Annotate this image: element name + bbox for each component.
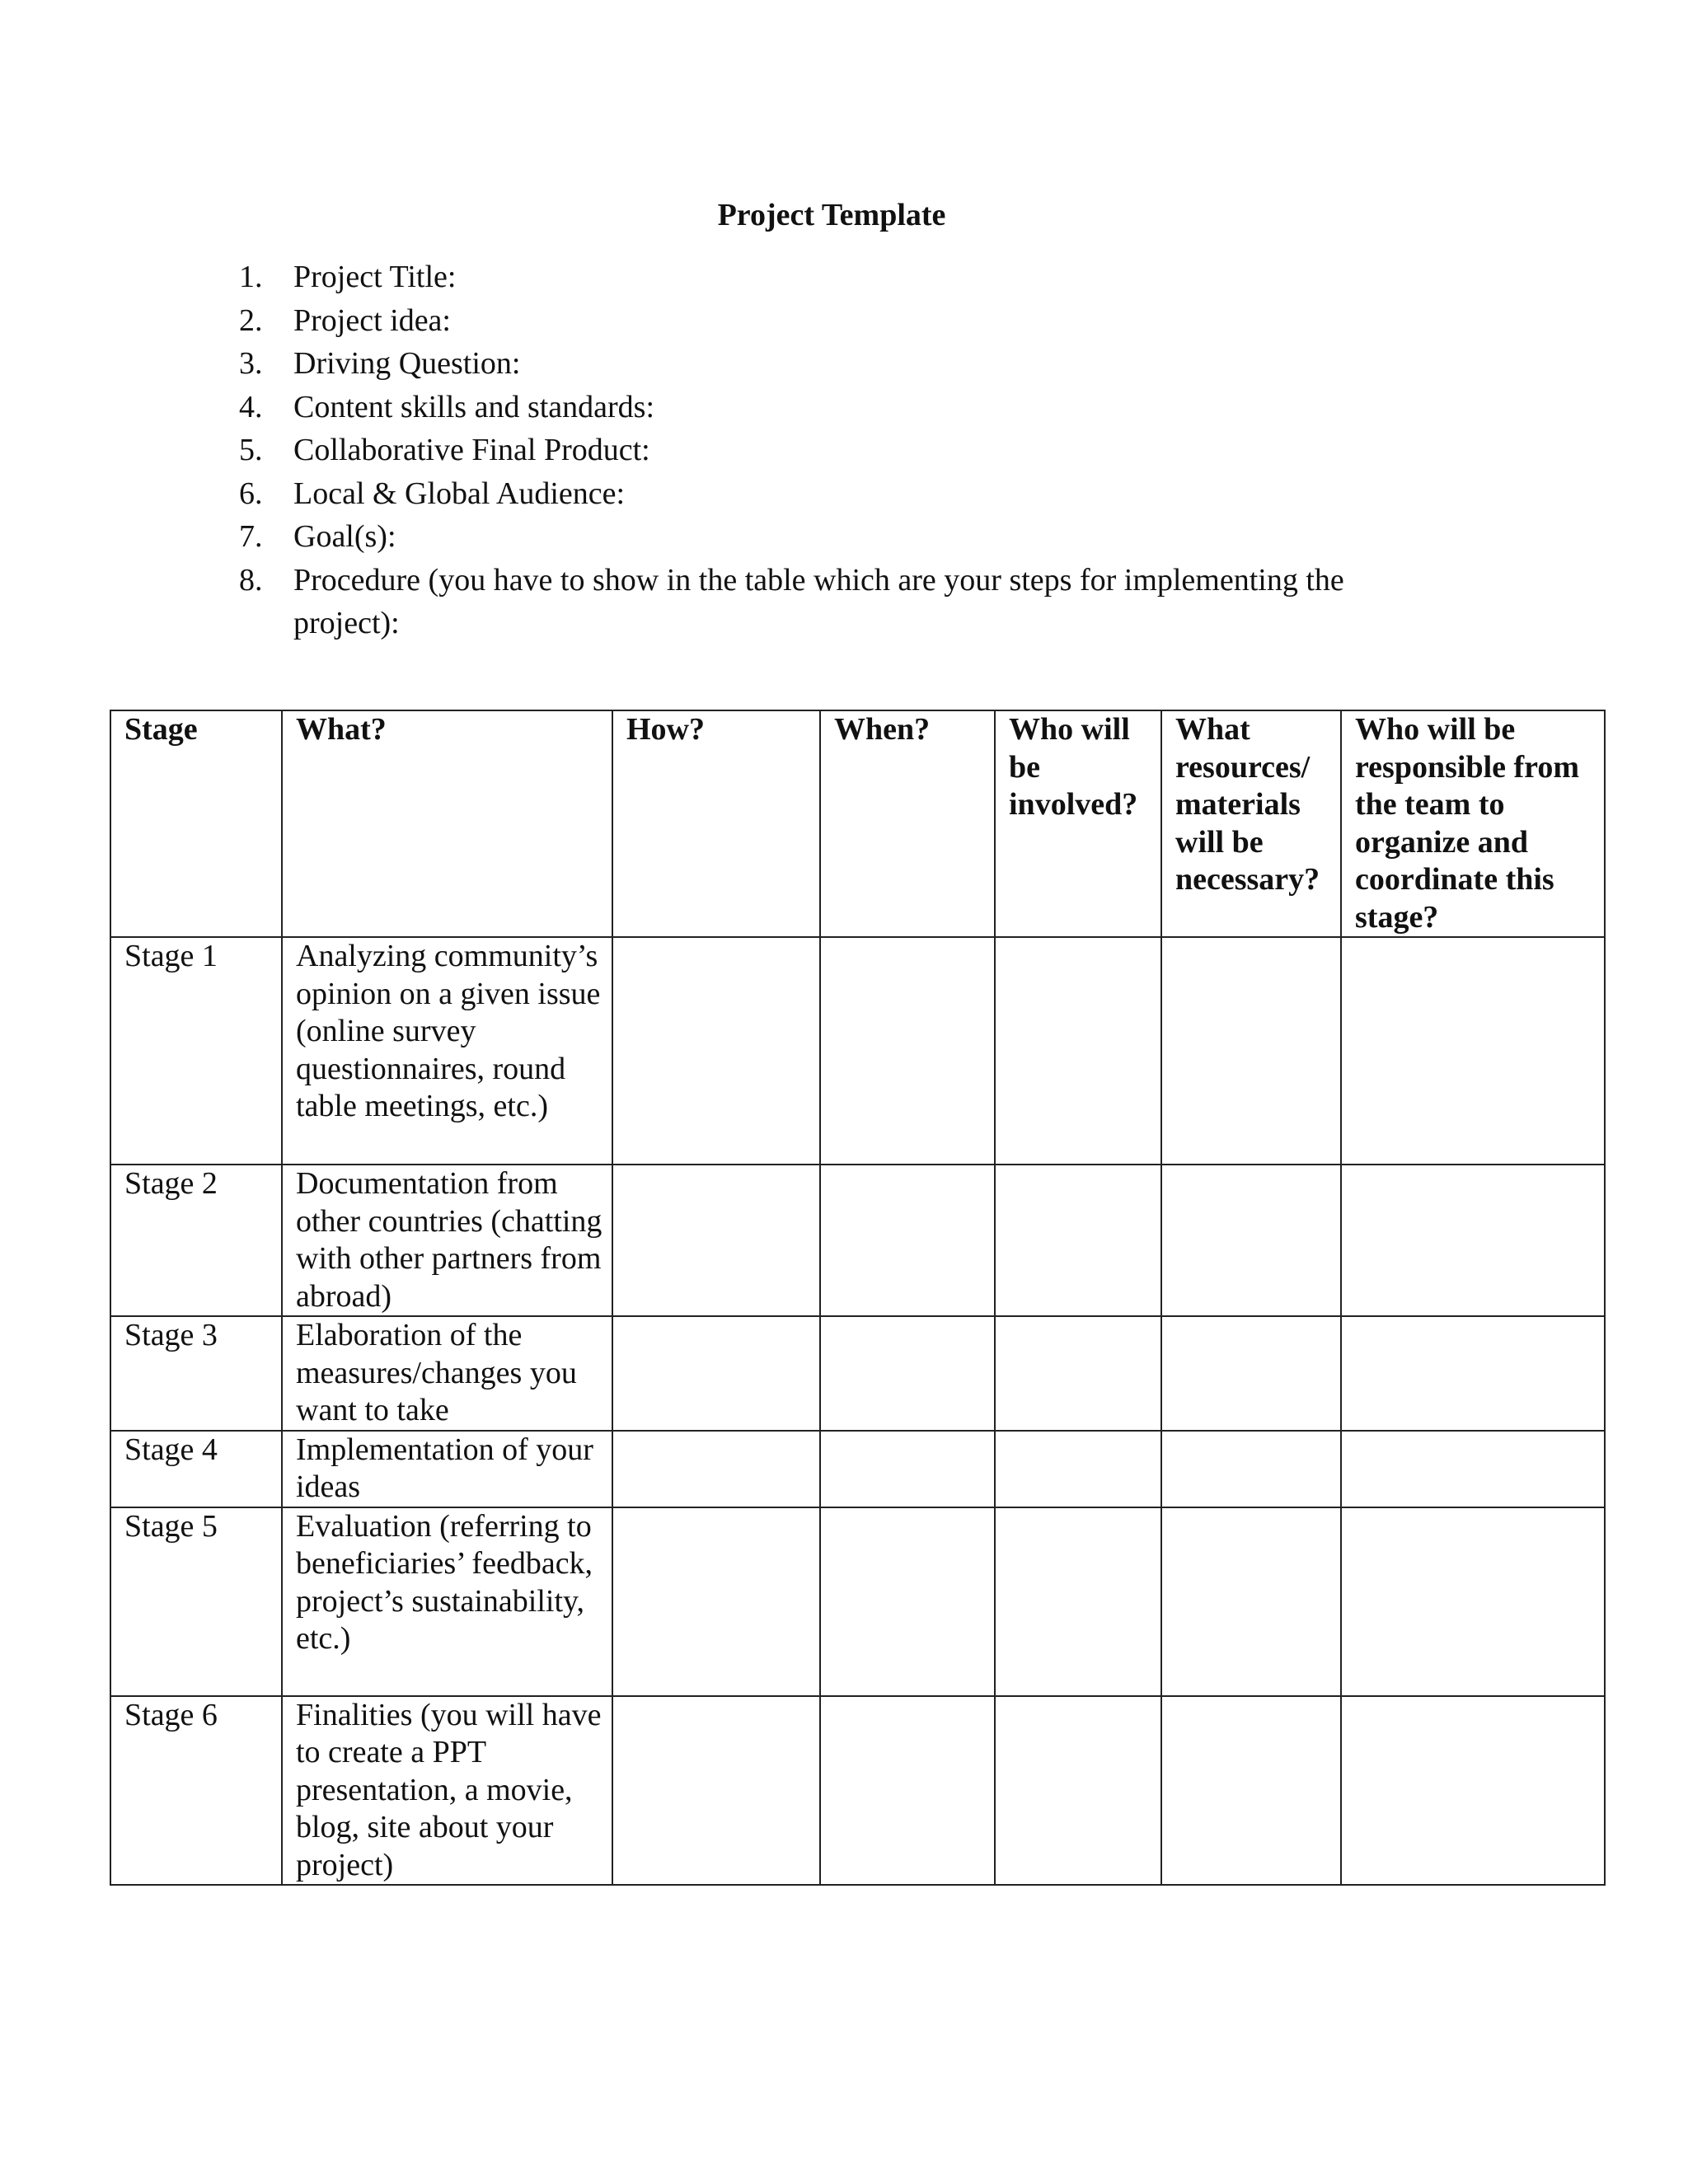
when-cell[interactable] <box>820 1507 995 1696</box>
header-resources: What resources/ materials will be necessary? <box>1161 710 1341 937</box>
list-item <box>239 429 1426 472</box>
item-number: 7. <box>239 519 263 554</box>
header-what: What? <box>282 710 612 937</box>
responsible-cell[interactable] <box>1341 1316 1605 1431</box>
header-responsible: Who will be responsible from the team to organize and coordinate this stage? <box>1341 710 1605 937</box>
list-item <box>239 255 1426 299</box>
item-text: Content skills and standards: <box>293 389 655 424</box>
procedure-table <box>110 710 1606 1886</box>
header-who-involved: Who will be involved? <box>995 710 1161 937</box>
list-item <box>239 559 1426 645</box>
table-header-row <box>110 710 1605 937</box>
item-number: 1. <box>239 260 263 294</box>
how-cell[interactable] <box>612 1316 820 1431</box>
resources-cell[interactable] <box>1161 1316 1341 1431</box>
how-cell[interactable] <box>612 1165 820 1316</box>
stage-cell: Stage 4 <box>110 1431 282 1507</box>
item-number: 5. <box>239 433 263 467</box>
what-cell: Implementation of your ideas <box>282 1431 612 1507</box>
table-row <box>110 937 1605 1165</box>
who-cell[interactable] <box>995 937 1161 1165</box>
how-cell[interactable] <box>612 1507 820 1696</box>
resources-cell[interactable] <box>1161 1165 1341 1316</box>
when-cell[interactable] <box>820 1696 995 1886</box>
how-cell[interactable] <box>612 937 820 1165</box>
item-number: 8. <box>239 562 263 598</box>
when-cell[interactable] <box>820 1316 995 1431</box>
resources-cell[interactable] <box>1161 1507 1341 1696</box>
item-text: Project Title: <box>293 260 457 294</box>
what-cell: Finalities (you will have to create a PPT presentation, a movie, blog, site about your project) <box>282 1696 612 1886</box>
item-number: 2. <box>239 302 263 338</box>
resources-cell[interactable] <box>1161 937 1341 1165</box>
responsible-cell[interactable] <box>1341 1696 1605 1886</box>
stage-cell: Stage 2 <box>110 1165 282 1316</box>
list-item <box>239 342 1426 386</box>
who-cell[interactable] <box>995 1696 1161 1886</box>
responsible-cell[interactable] <box>1341 1507 1605 1696</box>
item-text: Collaborative Final Product: <box>293 433 650 467</box>
what-cell: Elaboration of the measures/changes you want to take <box>282 1316 612 1431</box>
when-cell[interactable] <box>820 1431 995 1507</box>
stage-cell: Stage 3 <box>110 1316 282 1431</box>
who-cell[interactable] <box>995 1316 1161 1431</box>
item-text: Driving Question: <box>293 346 521 381</box>
header-stage: Stage <box>110 710 282 937</box>
item-number: 3. <box>239 346 263 381</box>
stage-cell: Stage 6 <box>110 1696 282 1886</box>
table-row <box>110 1696 1605 1886</box>
item-number: 4. <box>239 389 263 424</box>
what-cell: Evaluation (referring to beneficiaries’ feedback, project’s sustainability, etc.) <box>282 1507 612 1696</box>
who-cell[interactable] <box>995 1507 1161 1696</box>
responsible-cell[interactable] <box>1341 937 1605 1165</box>
what-cell: Documentation from other countries (chatting with other partners from abroad) <box>282 1165 612 1316</box>
responsible-cell[interactable] <box>1341 1431 1605 1507</box>
resources-cell[interactable] <box>1161 1696 1341 1886</box>
item-text: Goal(s): <box>293 519 396 554</box>
list-item <box>239 386 1426 429</box>
list-item <box>239 299 1426 343</box>
project-items-list <box>239 255 1426 645</box>
how-cell[interactable] <box>612 1696 820 1886</box>
how-cell[interactable] <box>612 1431 820 1507</box>
item-text: Local & Global Audience: <box>293 476 626 511</box>
stage-cell: Stage 5 <box>110 1507 282 1696</box>
table-row <box>110 1316 1605 1431</box>
item-text: Procedure (you have to show in the table which are your steps for implementing the project): <box>293 562 1344 640</box>
who-cell[interactable] <box>995 1165 1161 1316</box>
item-number: 6. <box>239 476 263 511</box>
table-row <box>110 1165 1605 1316</box>
responsible-cell[interactable] <box>1341 1165 1605 1316</box>
stage-cell: Stage 1 <box>110 937 282 1165</box>
resources-cell[interactable] <box>1161 1431 1341 1507</box>
item-text: Project idea: <box>293 302 451 338</box>
table-row <box>110 1507 1605 1696</box>
page-title: Project Template <box>717 198 946 232</box>
who-cell[interactable] <box>995 1431 1161 1507</box>
header-how: How? <box>612 710 820 937</box>
when-cell[interactable] <box>820 1165 995 1316</box>
when-cell[interactable] <box>820 937 995 1165</box>
header-when: When? <box>820 710 995 937</box>
list-item <box>239 472 1426 516</box>
list-item <box>239 515 1426 559</box>
table-row <box>110 1431 1605 1507</box>
what-cell: Analyzing community’s opinion on a given issue (online survey questionnaires, round table meetings, etc.) <box>282 937 612 1165</box>
